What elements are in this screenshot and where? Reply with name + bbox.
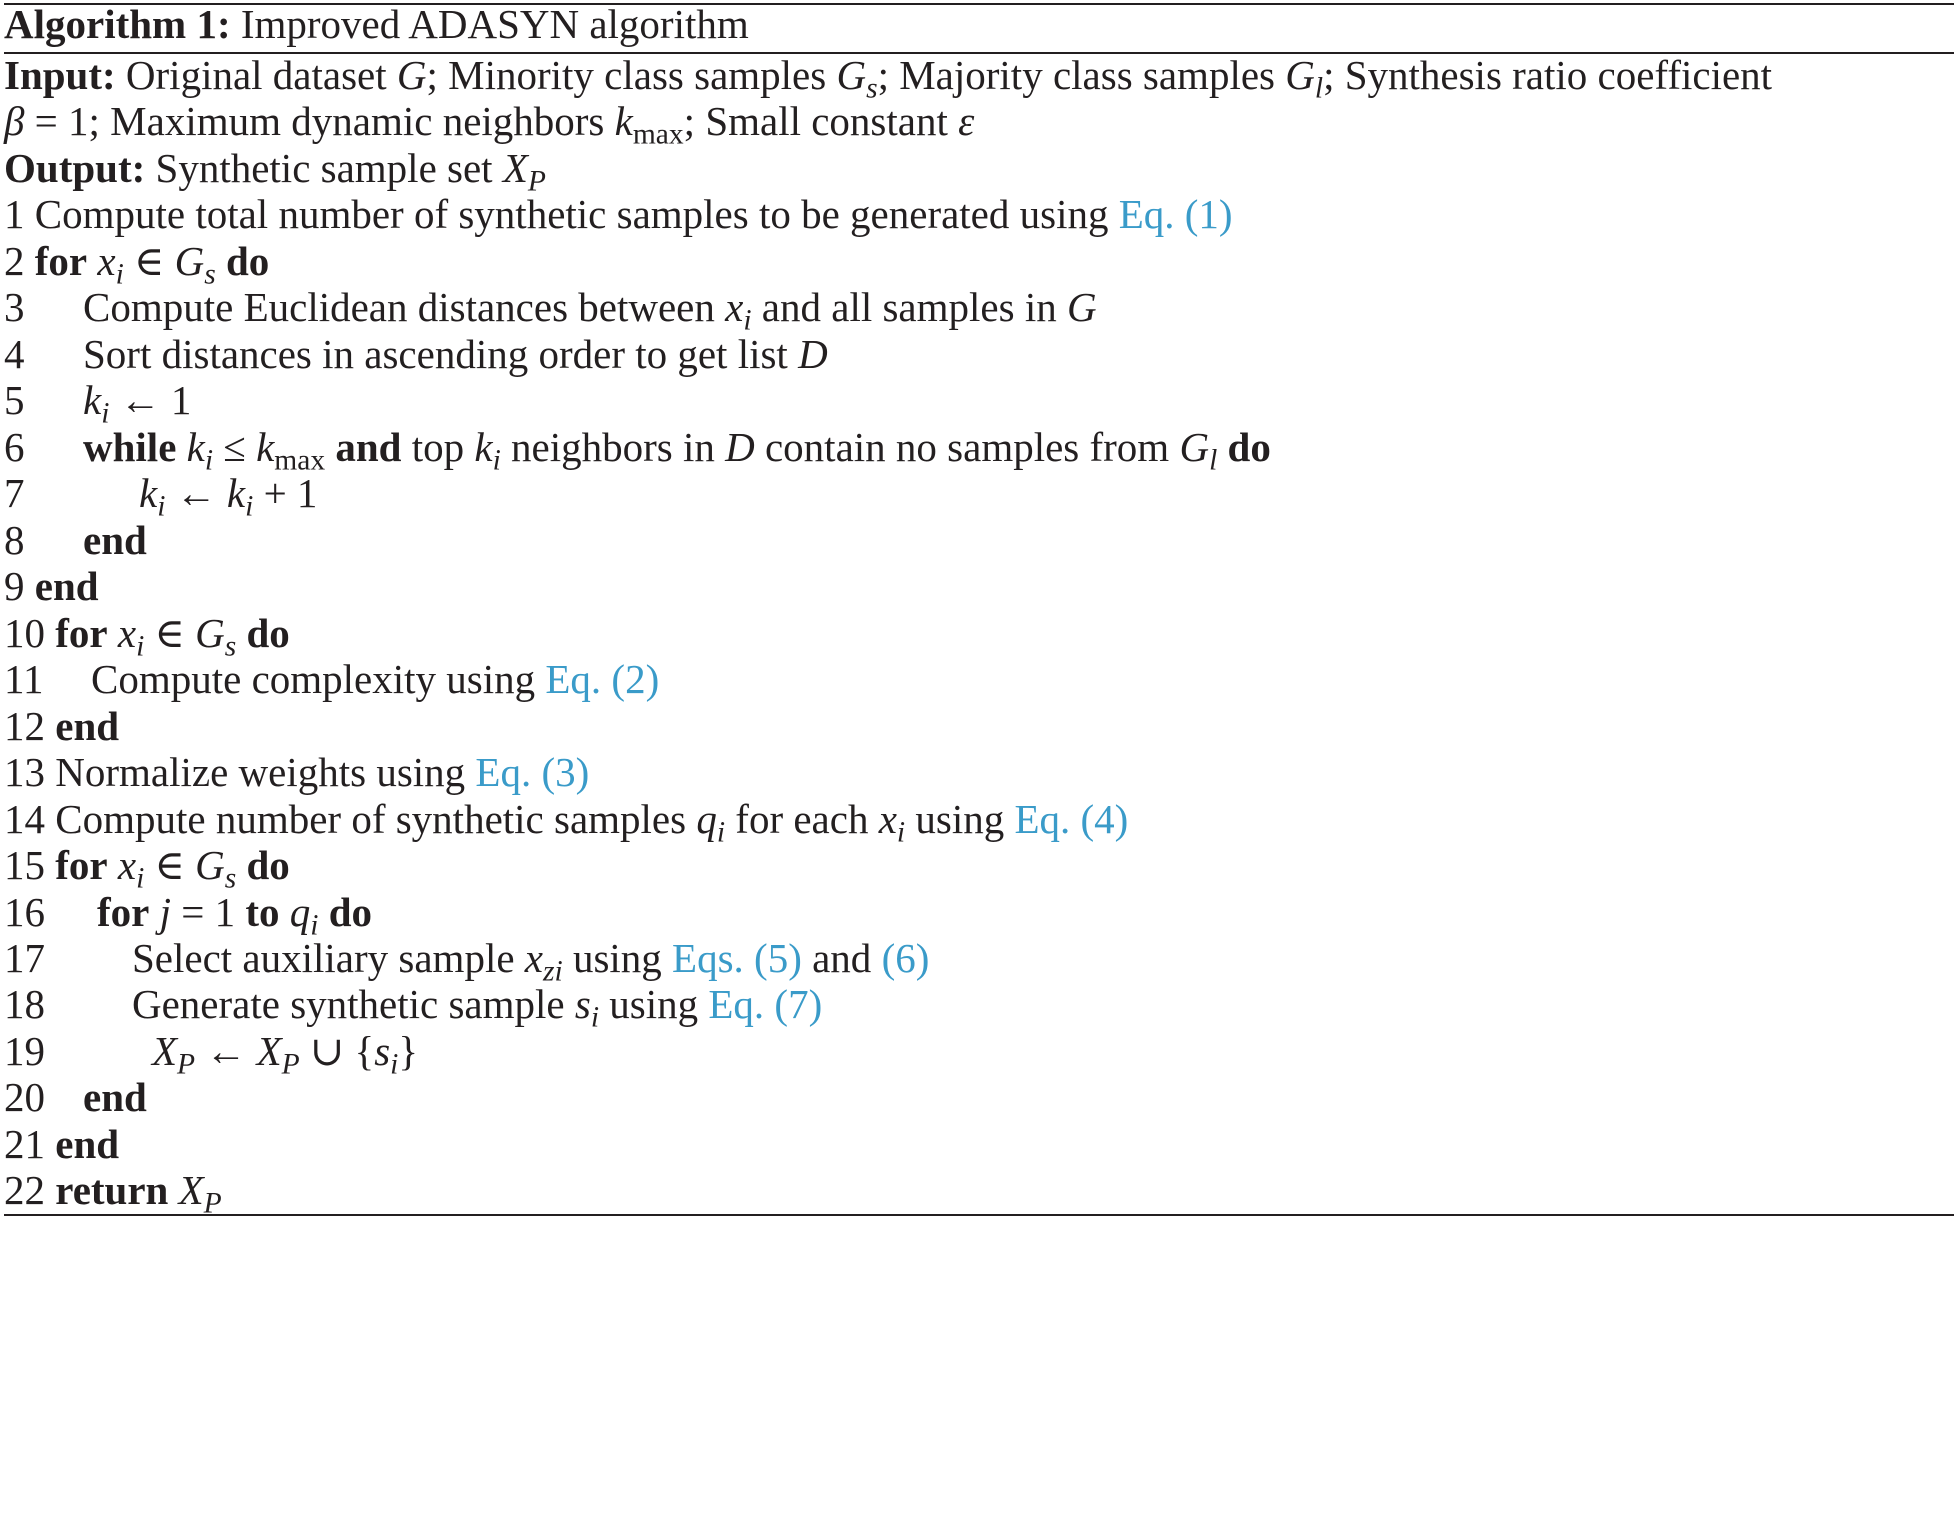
symbol-s: s bbox=[374, 1028, 391, 1074]
line-number: 9 bbox=[4, 563, 25, 609]
keyword: end bbox=[55, 1121, 120, 1167]
line-text: Compute total number of synthetic samples to be generated using bbox=[34, 191, 1119, 237]
line-text: using bbox=[905, 796, 1015, 842]
line-number: 16 bbox=[4, 889, 45, 935]
subscript: i bbox=[390, 1048, 399, 1081]
equation-link[interactable]: (6) bbox=[881, 935, 930, 981]
line-number: 6 bbox=[4, 424, 25, 470]
symbol-x: x bbox=[524, 935, 543, 981]
keyword: for bbox=[34, 238, 88, 284]
operator: ← bbox=[195, 1028, 257, 1074]
subscript: P bbox=[203, 1187, 222, 1220]
line-number: 7 bbox=[4, 470, 25, 516]
symbol-k: k bbox=[226, 470, 246, 516]
subscript: i bbox=[310, 909, 319, 942]
line-text: + 1 bbox=[253, 470, 318, 516]
equation-link[interactable]: Eq. (7) bbox=[708, 981, 823, 1027]
symbol-x: x bbox=[117, 610, 137, 656]
line-number: 2 bbox=[4, 238, 25, 284]
keyword: for bbox=[55, 610, 108, 656]
line-text: Generate synthetic sample bbox=[132, 981, 575, 1027]
line-number: 17 bbox=[4, 935, 45, 981]
equation-link[interactable]: Eqs. (5) bbox=[672, 935, 802, 981]
equation-link[interactable]: Eq. (2) bbox=[545, 656, 660, 702]
symbol-epsilon: ε bbox=[958, 98, 975, 144]
subscript: i bbox=[204, 444, 214, 477]
symbol-G: G bbox=[174, 238, 205, 284]
keyword: do bbox=[328, 889, 373, 935]
line-number: 1 bbox=[4, 191, 25, 237]
symbol-G: G bbox=[396, 52, 427, 98]
caption-label: Algorithm 1: bbox=[4, 1, 231, 47]
line-number: 11 bbox=[4, 656, 44, 702]
symbol-D: D bbox=[725, 424, 755, 470]
keyword: do bbox=[225, 238, 270, 284]
line-text: = 1 bbox=[171, 889, 246, 935]
equation-link[interactable]: Eq. (3) bbox=[475, 749, 590, 795]
line-number: 18 bbox=[4, 981, 45, 1027]
input-label: Input: bbox=[4, 52, 116, 98]
symbol-X: X bbox=[502, 145, 528, 191]
output-text: Synthetic sample set bbox=[155, 145, 503, 191]
operator: ← bbox=[165, 470, 227, 516]
subscript: s bbox=[204, 258, 216, 291]
operator: ≤ bbox=[213, 424, 257, 470]
subscript: l bbox=[1314, 72, 1324, 105]
subscript: i bbox=[896, 816, 906, 849]
line-number: 13 bbox=[4, 749, 45, 795]
line-text: Compute Euclidean distances between bbox=[83, 284, 726, 330]
subscript: s bbox=[224, 862, 237, 895]
keyword: do bbox=[1227, 424, 1271, 470]
input-text: = 1; Maximum dynamic neighbors bbox=[24, 98, 615, 144]
equation-link[interactable]: Eq. (4) bbox=[1014, 796, 1129, 842]
line-number: 10 bbox=[4, 610, 45, 656]
subscript: P bbox=[281, 1048, 300, 1081]
subscript: i bbox=[590, 1001, 600, 1034]
symbol-G: G bbox=[1179, 424, 1210, 470]
symbol-G: G bbox=[195, 842, 225, 888]
equation-link[interactable]: Eq. (1) bbox=[1118, 191, 1233, 237]
input-text: ; Majority class samples bbox=[877, 52, 1275, 98]
keyword: end bbox=[55, 703, 120, 749]
subscript: max bbox=[632, 118, 684, 151]
subscript: i bbox=[492, 444, 501, 477]
line-number: 8 bbox=[4, 517, 25, 563]
symbol-k: k bbox=[256, 424, 275, 470]
subscript: s bbox=[866, 72, 878, 105]
symbol-k: k bbox=[186, 424, 205, 470]
line-text: using bbox=[562, 935, 673, 981]
subscript: i bbox=[245, 490, 254, 523]
line-text: neighbors in bbox=[500, 424, 726, 470]
line-number: 20 bbox=[4, 1074, 45, 1120]
line-number: 5 bbox=[4, 377, 25, 423]
line-text: Select auxiliary sample bbox=[132, 935, 525, 981]
symbol-G: G bbox=[1066, 284, 1097, 330]
symbol-x: x bbox=[117, 842, 137, 888]
symbol-q: q bbox=[696, 796, 717, 842]
symbol-G: G bbox=[1285, 52, 1315, 98]
line-text: for each bbox=[725, 796, 879, 842]
keyword: end bbox=[34, 563, 99, 609]
line-text: Compute number of synthetic samples bbox=[55, 796, 697, 842]
subscript: i bbox=[743, 304, 752, 337]
subscript: P bbox=[527, 165, 546, 198]
input-text: ; Minority class samples bbox=[426, 52, 827, 98]
line-text: ← 1 bbox=[109, 377, 192, 423]
subscript: i bbox=[101, 397, 110, 430]
line-number: 4 bbox=[4, 331, 25, 377]
input-text: ; Small constant bbox=[683, 98, 959, 144]
subscript: zi bbox=[543, 955, 563, 988]
symbol-x: x bbox=[725, 284, 744, 330]
symbol-x: x bbox=[97, 238, 116, 284]
keyword: and bbox=[335, 424, 402, 470]
symbol-X: X bbox=[256, 1028, 282, 1074]
line-number: 21 bbox=[4, 1121, 45, 1167]
symbol-X: X bbox=[178, 1167, 204, 1213]
line-text: Compute complexity using bbox=[91, 656, 546, 702]
operator: ∈ bbox=[144, 842, 196, 888]
symbol-k: k bbox=[139, 470, 158, 516]
output-label: Output: bbox=[4, 145, 146, 191]
operator: } bbox=[398, 1028, 419, 1074]
algorithm-line bbox=[4, 1161, 222, 1219]
line-number: 3 bbox=[4, 284, 25, 330]
line-text: Normalize weights using bbox=[55, 749, 476, 795]
line-text: using bbox=[599, 981, 709, 1027]
line-text: contain no samples from bbox=[754, 424, 1180, 470]
subscript: i bbox=[136, 630, 145, 663]
symbol-k: k bbox=[614, 98, 633, 144]
keyword: for bbox=[55, 842, 108, 888]
line-text: and bbox=[801, 935, 882, 981]
symbol-x: x bbox=[878, 796, 897, 842]
keyword: for bbox=[97, 889, 150, 935]
line-text: top bbox=[401, 424, 475, 470]
operator: ∈ bbox=[123, 238, 175, 284]
operator: ∪ { bbox=[299, 1028, 375, 1074]
input-text: ; Synthesis ratio coefficient bbox=[1323, 52, 1773, 98]
subscript: s bbox=[224, 630, 237, 663]
line-text: and all samples in bbox=[751, 284, 1067, 330]
symbol-q: q bbox=[289, 889, 311, 935]
symbol-k: k bbox=[474, 424, 493, 470]
bottom-rule bbox=[4, 1214, 1954, 1216]
keyword: while bbox=[83, 424, 177, 470]
line-number: 22 bbox=[4, 1167, 45, 1213]
line-number: 14 bbox=[4, 796, 45, 842]
keyword: end bbox=[83, 517, 147, 563]
subscript: max bbox=[274, 444, 326, 477]
symbol-D: D bbox=[798, 331, 828, 377]
keyword: return bbox=[55, 1167, 169, 1213]
keyword: do bbox=[246, 842, 290, 888]
symbol-G: G bbox=[195, 610, 225, 656]
line-text: Sort distances in ascending order to get list bbox=[83, 331, 799, 377]
operator: ∈ bbox=[144, 610, 196, 656]
line-number: 15 bbox=[4, 842, 45, 888]
symbol-s: s bbox=[574, 981, 591, 1027]
line-number: 19 bbox=[4, 1028, 45, 1074]
line-number: 12 bbox=[4, 703, 45, 749]
symbol-k: k bbox=[83, 377, 102, 423]
input-text: Original dataset bbox=[125, 52, 387, 98]
caption-title: Improved ADASYN algorithm bbox=[240, 1, 749, 47]
keyword: end bbox=[83, 1074, 147, 1120]
subscript: l bbox=[1209, 444, 1218, 477]
subscript: P bbox=[177, 1048, 196, 1081]
symbol-X: X bbox=[152, 1028, 178, 1074]
subscript: i bbox=[115, 258, 124, 291]
subscript: i bbox=[157, 490, 166, 523]
subscript: i bbox=[716, 816, 726, 849]
subscript: i bbox=[136, 862, 145, 895]
symbol-beta: β bbox=[4, 98, 25, 144]
keyword: do bbox=[246, 610, 290, 656]
symbol-G: G bbox=[836, 52, 867, 98]
symbol-j: j bbox=[159, 889, 172, 935]
keyword: to bbox=[245, 889, 280, 935]
